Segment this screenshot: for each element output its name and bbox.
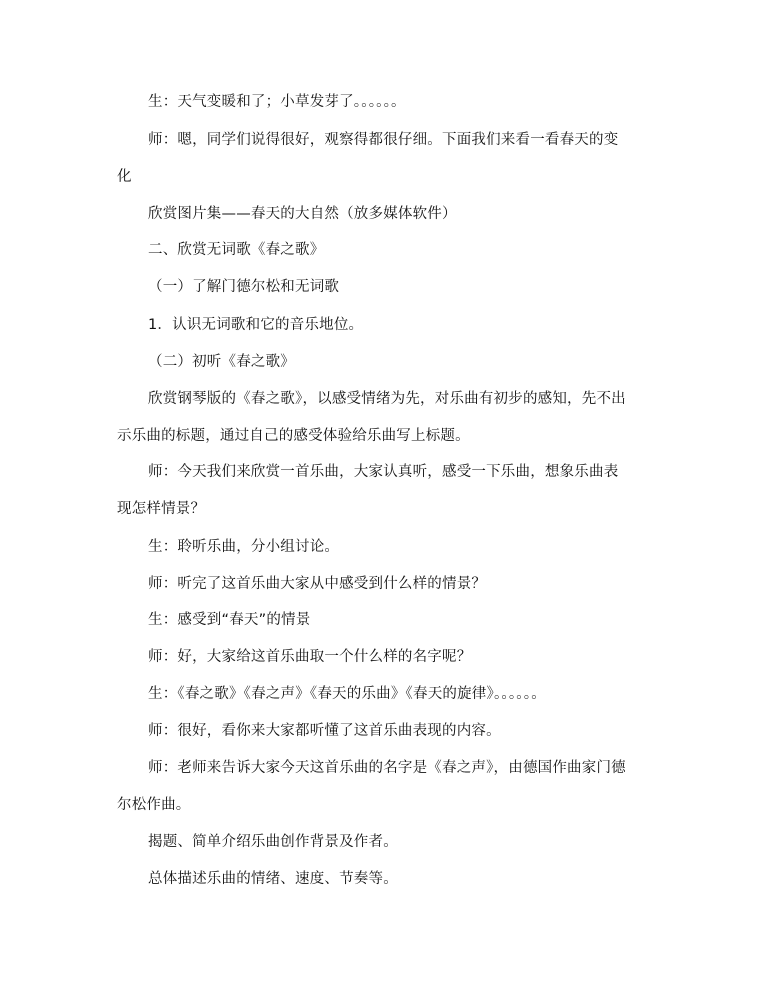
list-item: 1．认识无词歌和它的音乐地位。	[148, 317, 364, 333]
text-line: 师：听完了这首乐曲大家从中感受到什么样的情景？	[148, 576, 487, 592]
text-line: 师：嗯，同学们说得很好，观察得都很仔细。下面我们来看一看春天的变	[148, 132, 619, 148]
text-line: 尔松作曲。	[117, 797, 191, 813]
text-line: 揭题、简单介绍乐曲创作背景及作者。	[148, 834, 398, 850]
text-line: 欣赏钢琴版的《春之歌》，以感受情绪为先，对乐曲有初步的感知，先不出	[148, 391, 626, 407]
text-line: 生：天气变暖和了；小草发芽了。。。。。。	[148, 94, 406, 110]
text-line: 师：老师来告诉大家今天这首乐曲的名字是《春之声》，由德国作曲家门德	[148, 760, 626, 776]
text-line: 化	[117, 169, 132, 185]
text-line: 现怎样情景？	[117, 501, 206, 517]
section-heading: 二、欣赏无词歌《春之歌》	[148, 242, 325, 258]
subsection-heading: （二）初听《春之歌》	[148, 354, 295, 370]
text-line: 生：《春之歌》《春之声》《春天的乐曲》《春天的旋律》。。。。。。	[148, 686, 546, 702]
text-line: 师：今天我们来欣赏一首乐曲，大家认真听，感受一下乐曲，想象乐曲表	[148, 464, 619, 480]
text-line: 师：很好，看你来大家都听懂了这首乐曲表现的内容。	[148, 723, 501, 739]
subsection-heading: （一）了解门德尔松和无词歌	[148, 279, 340, 295]
text-line: 师：好，大家给这首乐曲取一个什么样的名字呢？	[148, 649, 472, 665]
text-line: 总体描述乐曲的情绪、速度、节奏等。	[148, 871, 398, 887]
text-line: 示乐曲的标题，通过自己的感受体验给乐曲写上标题。	[117, 428, 470, 444]
text-line: 生：聆听乐曲，分小组讨论。	[148, 539, 340, 555]
text-line: 欣赏图片集——春天的大自然（放多媒体软件）	[148, 206, 457, 222]
text-line: 生：感受到“春天”的情景	[148, 612, 311, 628]
